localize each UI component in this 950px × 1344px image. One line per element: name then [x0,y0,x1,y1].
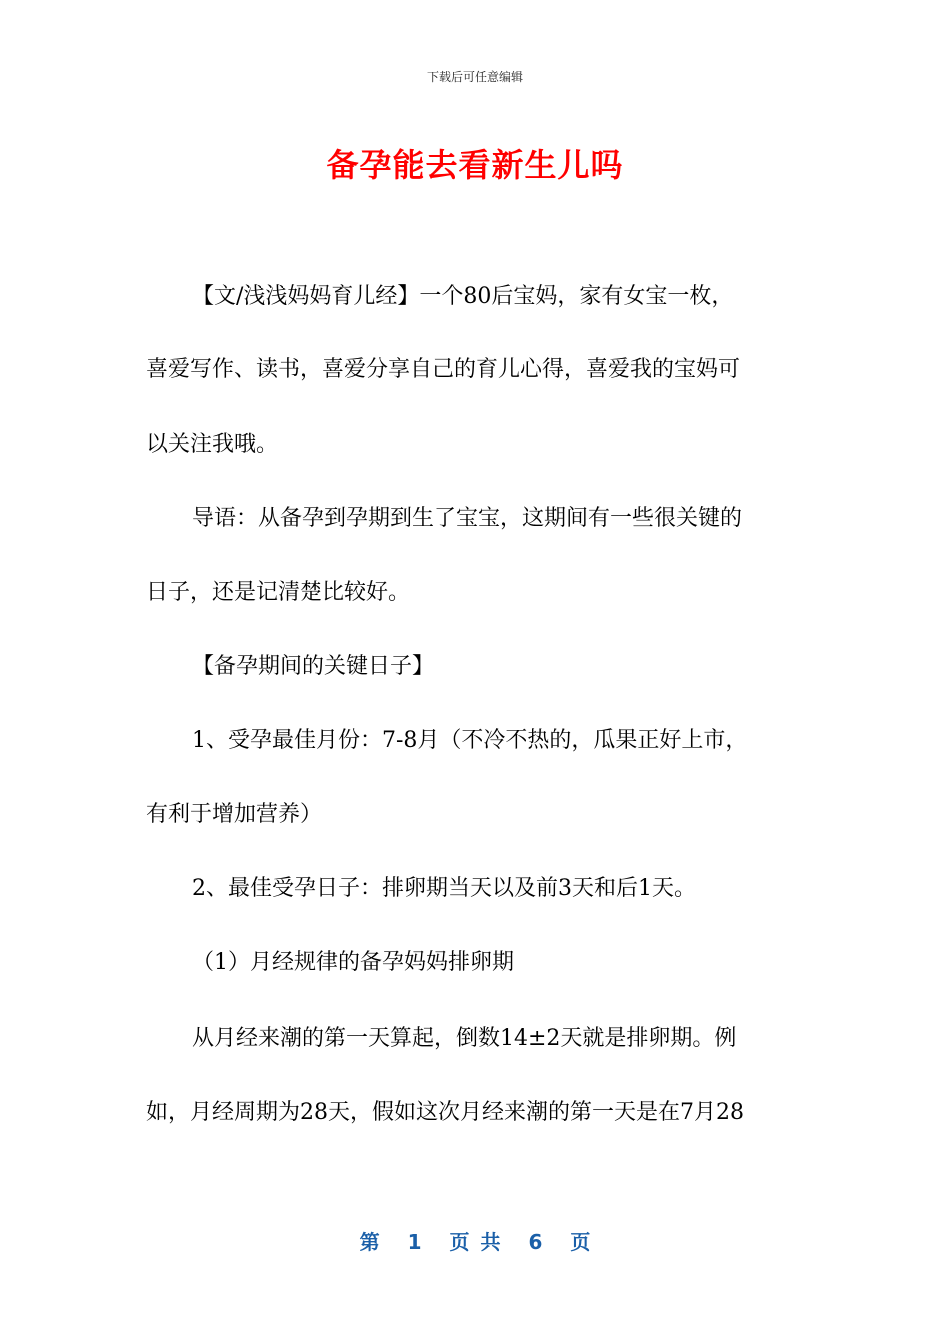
paragraph-line: 如，月经周期为28天，假如这次月经来潮的第一天是在7月28 [146,1100,744,1125]
paragraph-line: 1、受孕最佳月份：7-8月（不冷不热的，瓜果正好上市， [192,728,748,753]
paragraph-line: 喜爱写作、读书，喜爱分享自己的育儿心得，喜爱我的宝妈可 [146,357,741,382]
page-label-middle: 页 共 [449,1230,501,1254]
page-footer [0,1226,950,1255]
paragraph-line: 从月经来潮的第一天算起，倒数14±2天就是排卵期。例 [192,1026,737,1051]
paragraph-line: 【文/浅浅妈妈育儿经】一个80后宝妈，家有女宝一枚， [192,284,734,309]
paragraph-line: 有利于增加营养） [146,802,323,827]
page-total: 6 [528,1230,543,1254]
header-note: 下载后可任意编辑 [426,70,523,84]
page-label-suffix: 页 [570,1230,591,1254]
page-label-prefix: 第 [359,1230,380,1254]
page-current: 1 [407,1230,422,1254]
page-title: 备孕能去看新生儿吗 [326,146,624,184]
paragraph-line: 导语：从备孕到孕期到生了宝宝，这期间有一些很关键的 [192,506,743,531]
paragraph-line: 日子，还是记清楚比较好。 [146,580,411,605]
paragraph-line: 以关注我哦。 [146,432,279,457]
paragraph-line: （1）月经规律的备孕妈妈排卵期 [192,950,514,975]
section-heading: 【备孕期间的关键日子】 [192,654,435,679]
paragraph-line: 2、最佳受孕日子：排卵期当天以及前3天和后1天。 [192,876,696,901]
